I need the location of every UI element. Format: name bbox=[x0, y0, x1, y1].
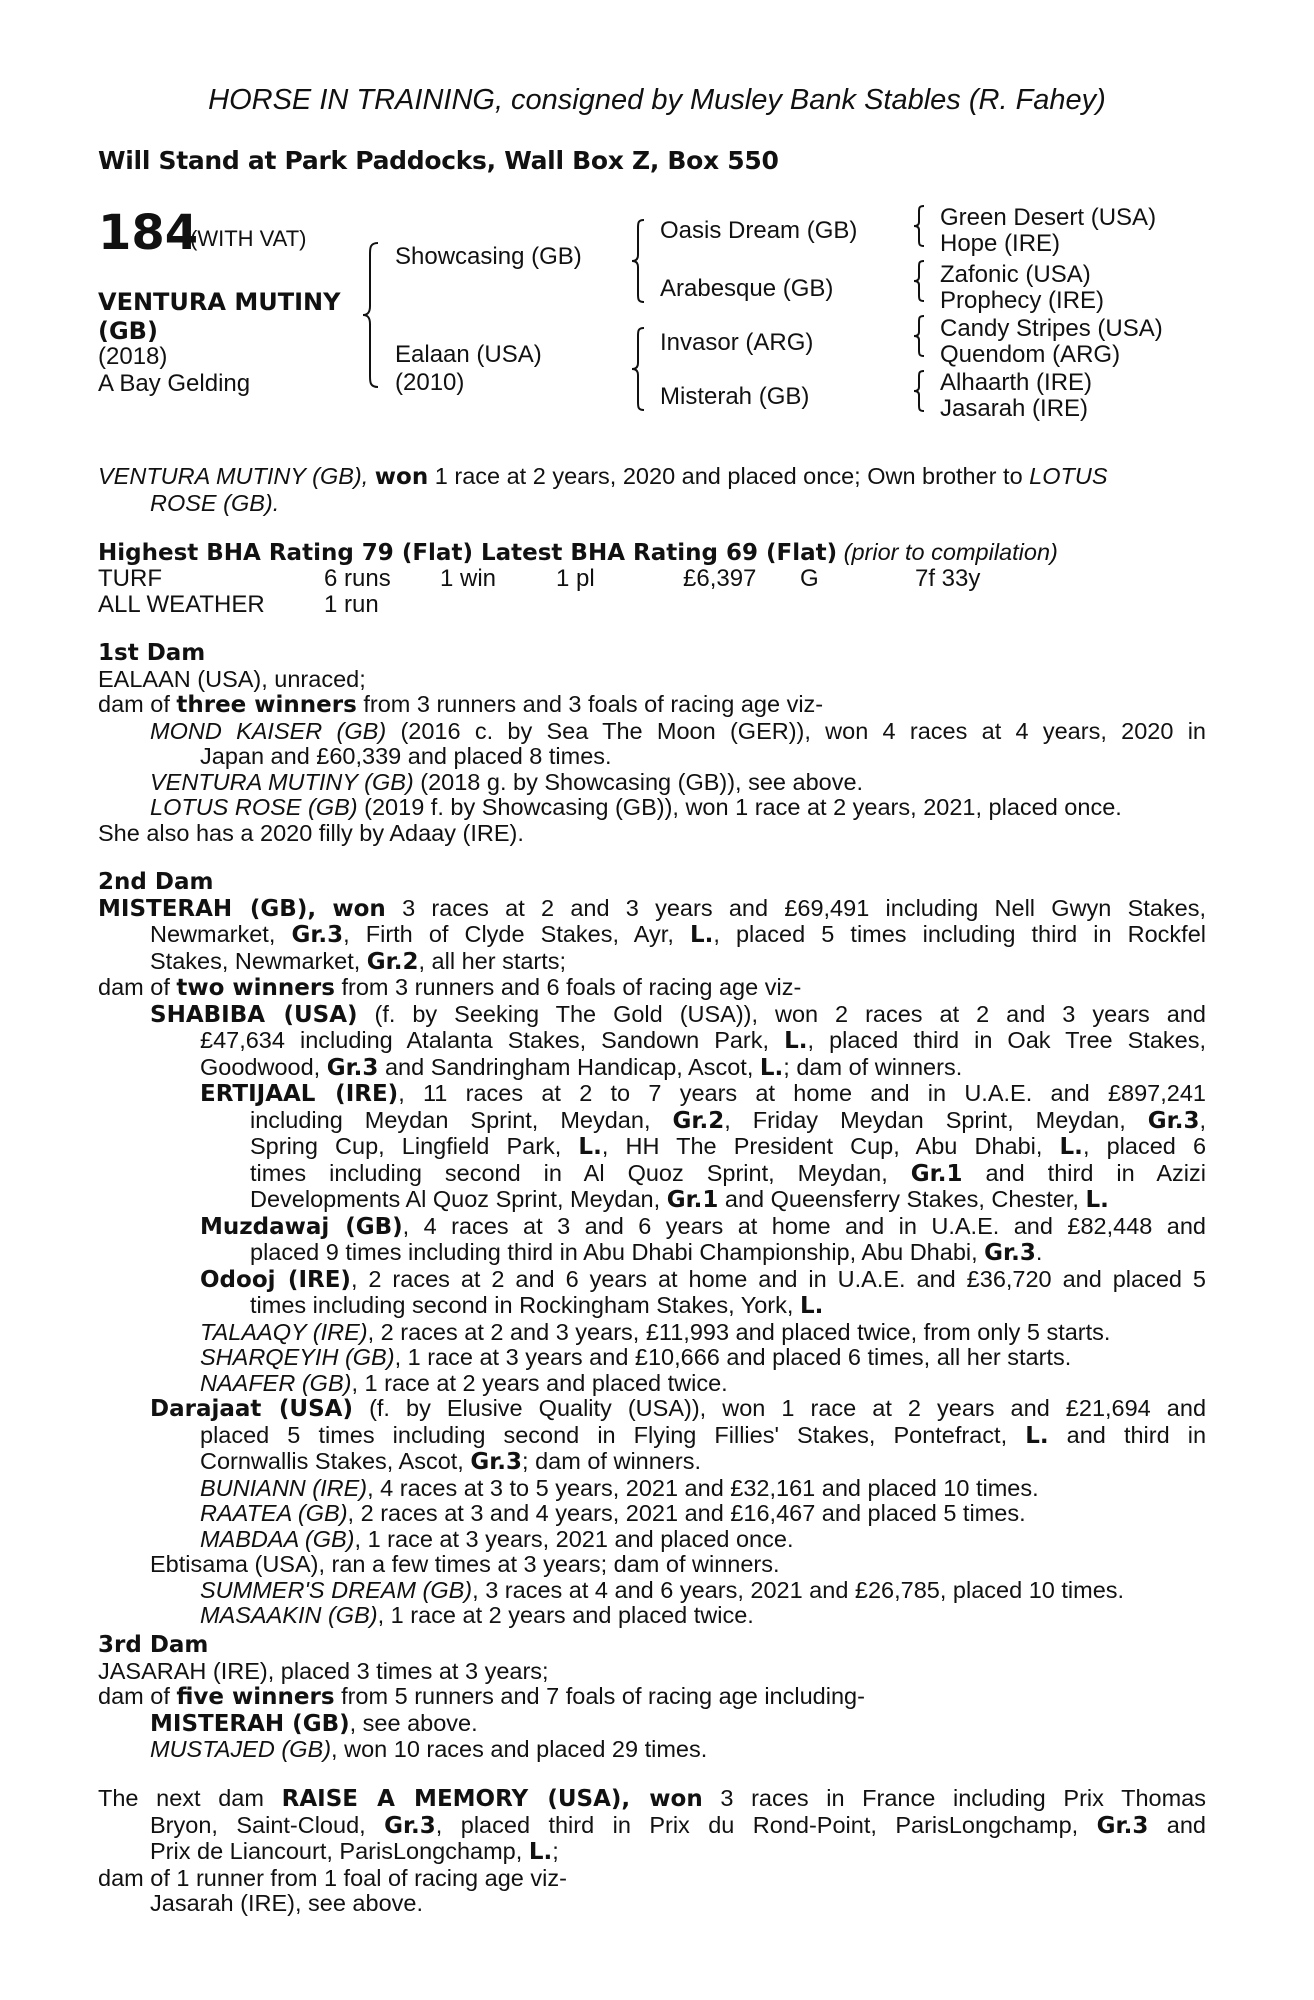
stand-location: Will Stand at Park Paddocks, Wall Box Z, Box 550 bbox=[98, 146, 779, 175]
pedigree-brace-dam bbox=[630, 326, 652, 412]
horse-description: A Bay Gelding bbox=[98, 370, 251, 397]
race-summary: VENTURA MUTINY (GB), won 1 race at 2 years, 2020 and placed once; Own brother to LOTUS ROSE (GB). bbox=[98, 463, 1108, 516]
turf-places: 1 pl bbox=[556, 565, 595, 592]
turf-wins: 1 win bbox=[440, 565, 497, 592]
second-dam-section: 2nd Dam MISTERAH (GB), won 3 races at 2 and 3 years and £69,491 including Nell Gwyn Stakes, Newmarket, Gr.3, Firth of Clyde Stakes, Ayr, L., placed 5 times including third in Rockfel Stakes, Newmarket, Gr.2, all her starts; dam of two winners from 3 runners and 6 foals of racing age viz- SHABIBA (USA) (f. by Seeking The Gold (USA)), won 2 races at 2 and 3 years and £47,634 including Atalanta Stakes, Sandown Park, L., placed third in Oak Tree Stakes, Goodwood, Gr.3 and Sandringham Handicap, Ascot, L.; dam of winners. ERTIJAAL (IRE), 11 races at 2 to 7 years at home and in U.A.E. and £897,241 including Meydan Sprint, Meydan, Gr.2, Friday Meydan Sprint, Meydan, Gr.3, Spring Cup, Lingfield Park, L., HH The President Cup, Abu Dhabi, L., placed 6 times including second in Al Quoz Sprint, Meydan, Gr.1 and third in Azizi Developments Al Quoz Sprint, Meydan, Gr.1 and Queensferry Stakes, Chester, L. Muzdawaj (GB), 4 races at 3 and 6 years at home and in U.A.E. and £82,448 and placed 9 times including third in Abu Dhabi Championship, Abu Dhabi, Gr.3. Odooj (IRE), 2 races at 2 and 6 years at home and in U.A.E. and £36,720 and placed 5 times including second in Rockingham Stakes, York, L. TALAAQY (IRE), 2 races at 2 and 3 years, £11,993 and placed twice, from only 5 starts. SHARQEYIH (GB), 1 race at 3 years and £10,666 and placed 6 times, all her starts. NAAFER (GB), 1 race at 2 years and placed twice. Darajaat (USA) (f. by Elusive Quality (USA)), won 1 race at 2 years and £21,694 and placed 5 times including second in Flying Fillies' Stakes, Pontefract, L. and third in Cornwallis Stakes, Ascot, Gr.3; dam of winners. BUNIANN (IRE), 4 races at 3 to 5 years, 2021 and £32,161 and placed 10 times. RAATEA (GB), 2 races at 3 and 4 years, 2021 and £16,467 and placed 5 times. MABDAA (GB), 1 race at 3 years, 2021 and placed once. Ebtisama (USA), ran a few times at 3 years; dam of winners. SUMMER'S DREAM (GB), 3 races at 4 and 6 years, 2021 and £26,785, placed 10 times. MASAAKIN (GB), 1 race at 2 years and placed twice. bbox=[98, 869, 1207, 1628]
turf-label: TURF bbox=[98, 565, 162, 592]
third-dam-section: 3rd Dam JASARAH (IRE), placed 3 times at 3 years; dam of five winners from 5 runners and 7 foals of racing age including- MISTERAH (GB), see above. MUSTAJED (GB), won 10 races and placed 29 times. bbox=[98, 1633, 1206, 1763]
pedigree-dam-sire: Invasor (ARG) bbox=[660, 329, 814, 356]
pedigree-ddd: Jasarah (IRE) bbox=[940, 395, 1089, 422]
horse-name: VENTURA MUTINY bbox=[98, 288, 341, 316]
ratings-heading: Highest BHA Rating 79 (Flat) Latest BHA Rating 69 (Flat) (prior to compilation) bbox=[98, 539, 1058, 566]
turf-distance: 7f 33y bbox=[915, 565, 981, 592]
third-dam-heading: 3rd Dam bbox=[98, 1632, 209, 1658]
pedigree-brace-ds bbox=[912, 314, 928, 358]
pedigree-brace-sire bbox=[630, 218, 652, 304]
foaling-year: (2018) bbox=[98, 343, 168, 370]
aw-runs: 1 run bbox=[324, 591, 379, 618]
pedigree-dam-dam: Misterah (GB) bbox=[660, 383, 810, 410]
next-dam-section: The next dam RAISE A MEMORY (USA), won 3 races in France including Prix Thomas Bryon, Saint-Cloud, Gr.3, placed third in Prix du Rond-Point, ParisLongchamp, Gr.3 and Prix de Liancourt, ParisLongchamp, L.; dam of 1 runner from 1 foal of racing age viz- Jasarah (IRE), see above. bbox=[98, 1785, 1207, 1916]
pedigree-brace-dd bbox=[912, 369, 928, 413]
turf-going: G bbox=[800, 565, 819, 592]
pedigree-sss: Green Desert (USA) bbox=[940, 204, 1157, 231]
turf-earnings: £6,397 bbox=[683, 565, 757, 592]
first-dam-section: 1st Dam EALAAN (USA), unraced; dam of three winners from 3 runners and 3 foals of racing age viz- MOND KAISER (GB) (2016 c. by Sea The Moon (GER)), won 4 races at 4 years, 2020 in Japan and £60,339 and placed 8 times. VENTURA MUTINY (GB) (2018 g. by Showcasing (GB)), see above. LOTUS ROSE (GB) (2019 f. by Showcasing (GB)), won 1 race at 2 years, 2021, placed once. She also has a 2020 filly by Adaay (IRE). bbox=[98, 640, 1206, 846]
turf-runs: 6 runs bbox=[324, 565, 391, 592]
pedigree-dam: Ealaan (USA) bbox=[395, 341, 542, 368]
pedigree-sire-sire: Oasis Dream (GB) bbox=[660, 217, 858, 244]
lot-number: 184 bbox=[98, 205, 199, 261]
horse-name-country: (GB) bbox=[98, 317, 158, 345]
pedigree-dam-year: (2010) bbox=[395, 369, 465, 396]
pedigree-brace-ss bbox=[912, 204, 928, 248]
first-dam-heading: 1st Dam bbox=[98, 640, 206, 666]
pedigree-dss: Candy Stripes (USA) bbox=[940, 315, 1163, 342]
pedigree-brace-sd bbox=[912, 259, 928, 303]
pedigree-brace-gen1 bbox=[360, 240, 390, 390]
pedigree-sire: Showcasing (GB) bbox=[395, 243, 582, 270]
aw-label: ALL WEATHER bbox=[98, 591, 265, 618]
second-dam-heading: 2nd Dam bbox=[98, 869, 214, 895]
page-header: HORSE IN TRAINING, consigned by Musley Bank Stables (R. Fahey) bbox=[208, 84, 1106, 116]
pedigree-dds: Alhaarth (IRE) bbox=[940, 369, 1093, 396]
pedigree-sdd: Prophecy (IRE) bbox=[940, 287, 1105, 314]
vat-note: (WITH VAT) bbox=[190, 226, 307, 251]
pedigree-ssd: Hope (IRE) bbox=[940, 230, 1061, 257]
pedigree-sds: Zafonic (USA) bbox=[940, 261, 1091, 288]
pedigree-sire-dam: Arabesque (GB) bbox=[660, 275, 834, 302]
pedigree-dsd: Quendom (ARG) bbox=[940, 341, 1121, 368]
